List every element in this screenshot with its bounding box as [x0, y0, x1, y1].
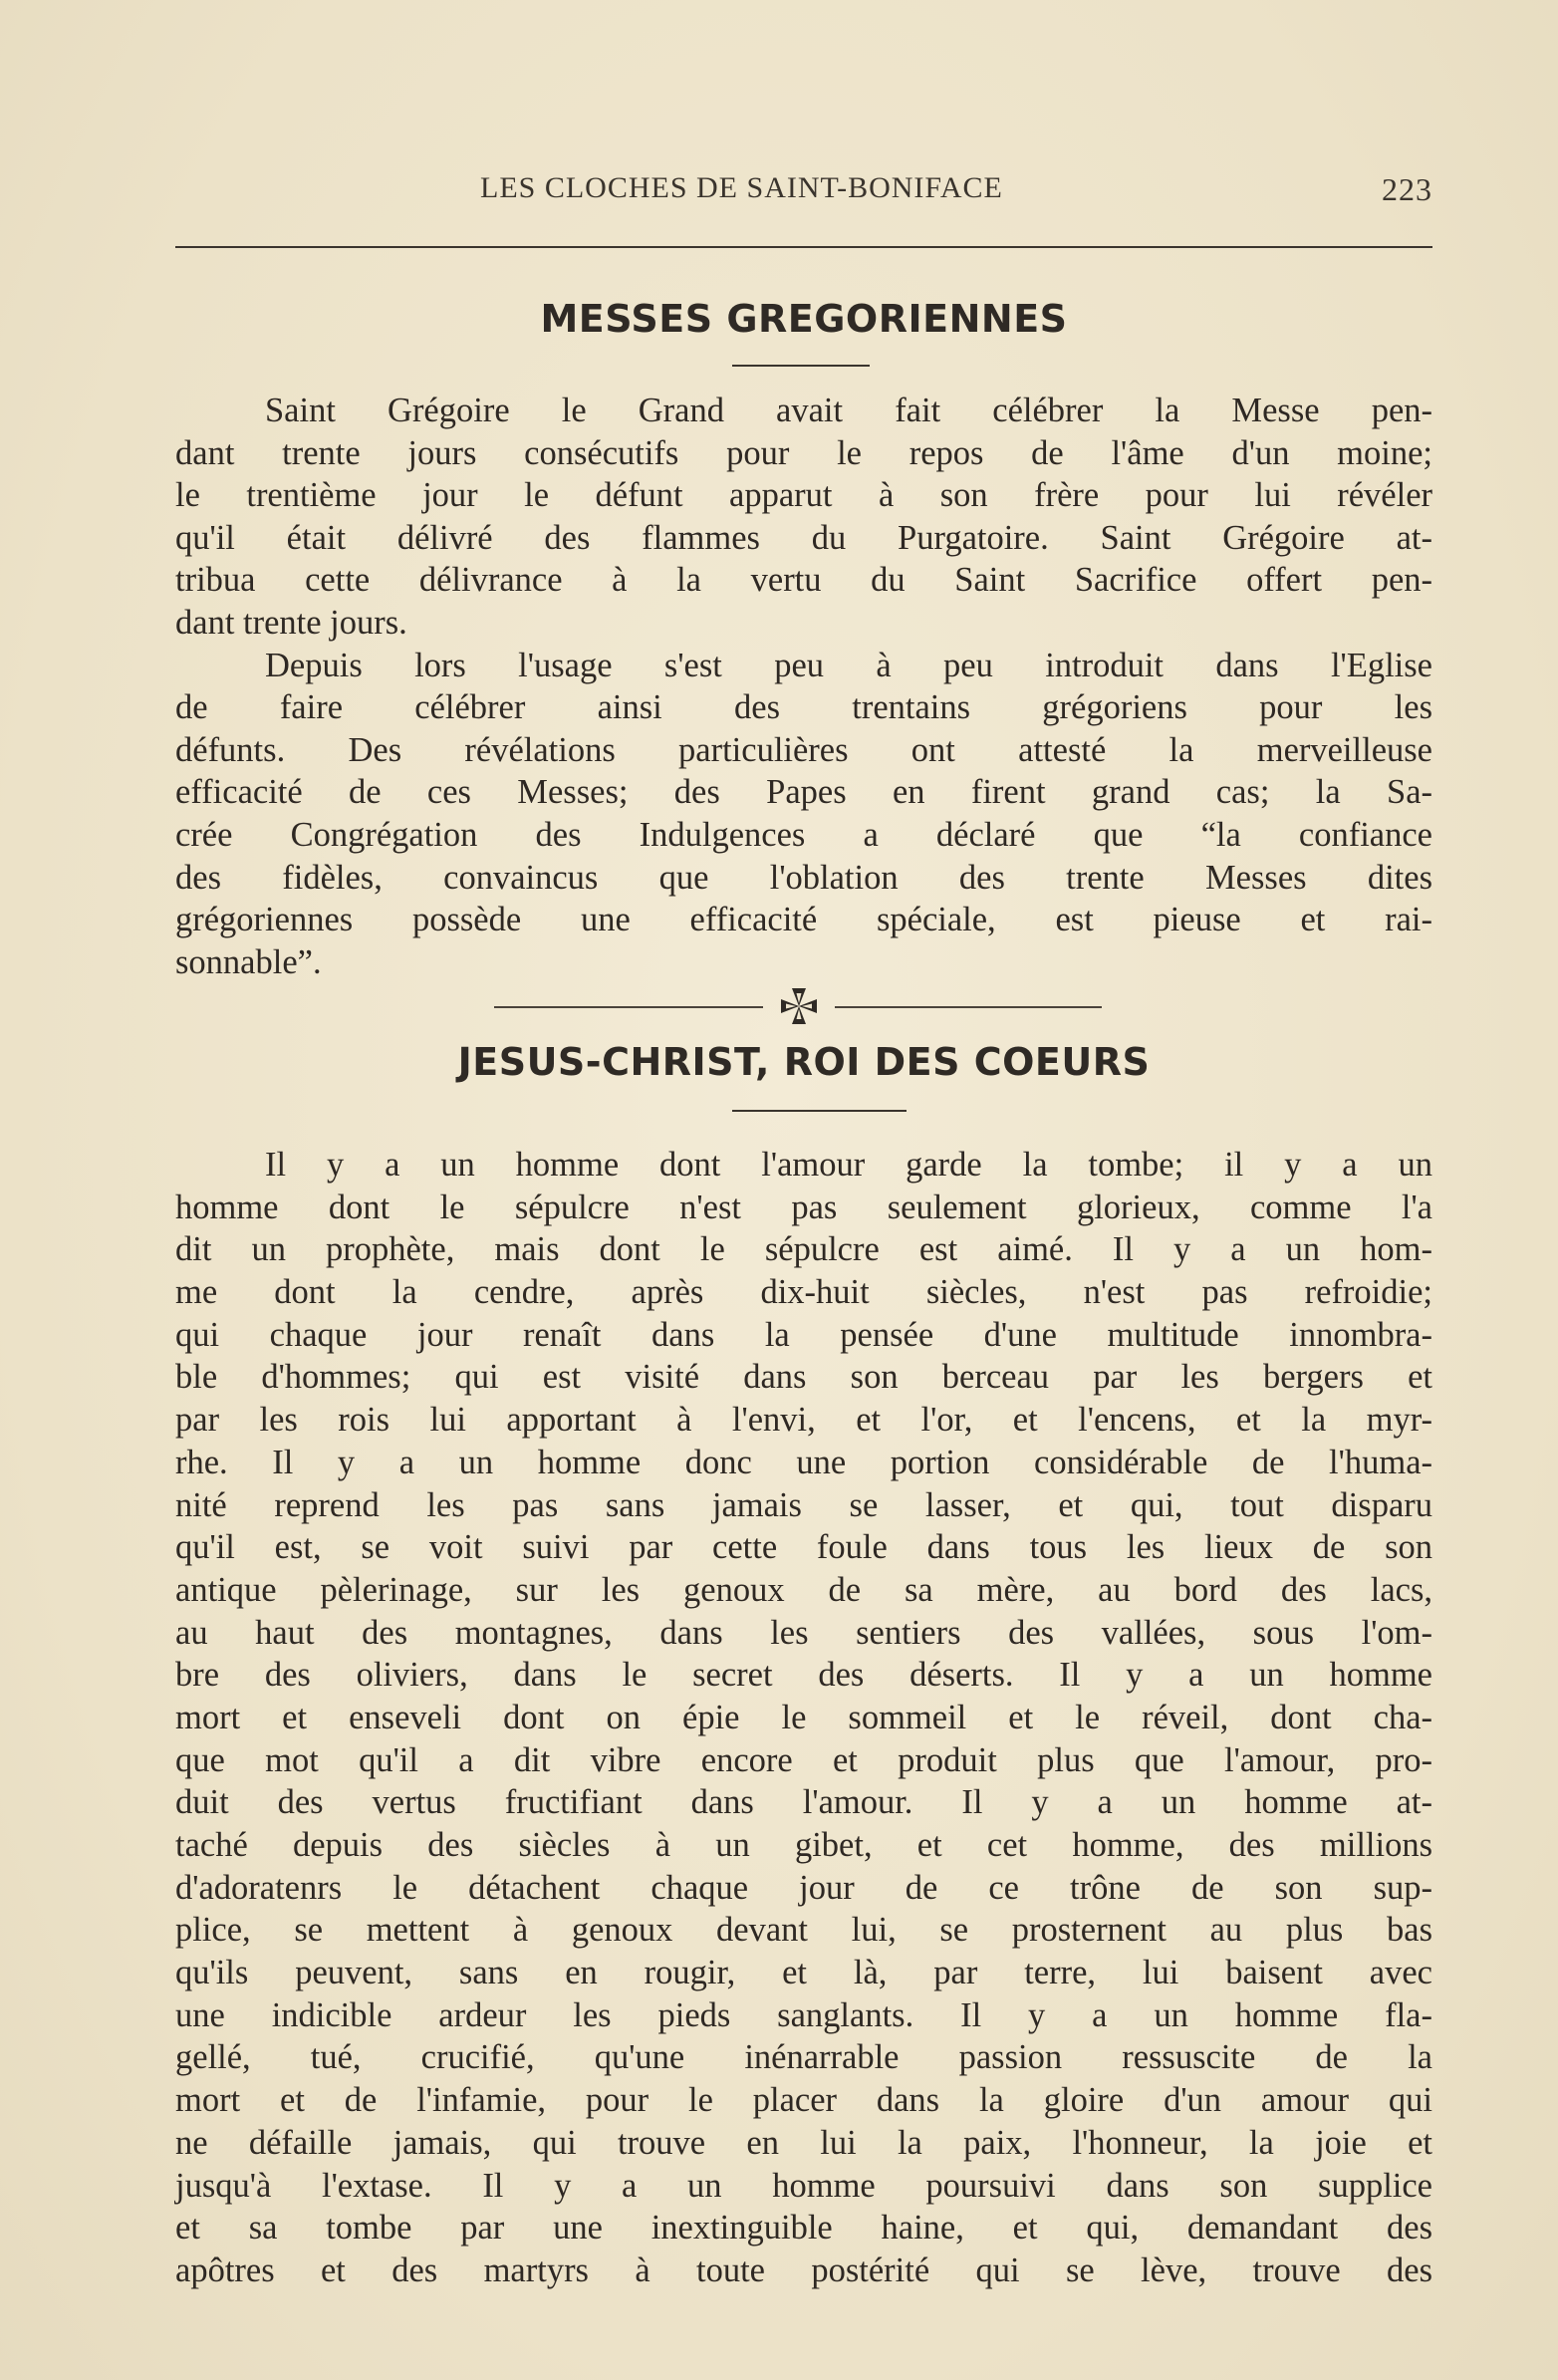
- title-underline: [732, 1110, 907, 1112]
- text-line: dit un prophète, mais dont le sépulcre est aimé. Il y a un hom-: [175, 1230, 1432, 1269]
- text-line: défunts. Des révélations particulières ont attesté la merveilleuse: [175, 730, 1432, 769]
- section2-body: [175, 1144, 1432, 2292]
- text-line: Il y a un homme dont l'amour garde la tombe; il y a un: [265, 1146, 1432, 1184]
- text-line: qu'ils peuvent, sans en rougir, et là, par terre, lui baisent avec: [175, 1954, 1432, 1992]
- text-line: qu'il est, se voit suivi par cette foule dans tous les lieux de son: [175, 1528, 1432, 1567]
- text-line: homme dont le sépulcre n'est pas seulement glorieux, comme l'a: [175, 1188, 1432, 1226]
- page-number: 223: [1382, 171, 1432, 207]
- cross-pattee-icon: [779, 986, 819, 1026]
- text-line: mort et enseveli dont on épie le sommeil et le réveil, dont cha-: [175, 1698, 1432, 1736]
- text-line: que mot qu'il a dit vibre encore et produit plus que l'amour, pro-: [175, 1740, 1432, 1779]
- running-header: [175, 171, 1432, 211]
- text-line: taché depuis des siècles à un gibet, et cet homme, des millions: [175, 1826, 1432, 1864]
- text-line: dant trente jours consécutifs pour le repos de l'âme d'un moine;: [175, 433, 1432, 472]
- text-line: grégoriennes possède une efficacité spéciale, est pieuse et rai-: [175, 901, 1432, 939]
- text-line: efficacité de ces Messes; des Papes en firent grand cas; la Sa-: [175, 773, 1432, 812]
- text-line: crée Congrégation des Indulgences a déclaré que “la confiance: [175, 815, 1432, 854]
- text-line: bre des oliviers, dans le secret des déserts. Il y a un homme: [175, 1656, 1432, 1695]
- text-line: sonnable”.: [175, 942, 322, 981]
- text-line: le trentième jour le défunt apparut à son frère pour lui révéler: [175, 476, 1432, 515]
- text-line: d'adoratenrs le détachent chaque jour de ce trône de son sup-: [175, 1868, 1432, 1907]
- divider-rule-left: [494, 1006, 763, 1008]
- text-line: ble d'hommes; qui est visité dans son berceau par les bergers et: [175, 1358, 1432, 1397]
- text-line: qui chaque jour renaît dans la pensée d'une multitude innombra-: [175, 1315, 1432, 1354]
- divider-rule-right: [835, 1006, 1102, 1008]
- text-line: rhe. Il y a un homme donc une portion considérable de l'huma-: [175, 1443, 1432, 1481]
- section-divider-ornament: [494, 984, 1112, 1028]
- text-line: qu'il était délivré des flammes du Purgatoire. Saint Grégoire at-: [175, 518, 1432, 557]
- header-rule: [175, 246, 1432, 248]
- section-title-jesus-christ: JESUS-CHRIST, ROI DES COEURS: [457, 1040, 1151, 1084]
- text-line: Depuis lors l'usage s'est peu à peu introduit dans l'Eglise: [265, 646, 1432, 684]
- section1-body: [175, 390, 1432, 983]
- text-line: de faire célébrer ainsi des trentains grégoriens pour les: [175, 688, 1432, 727]
- text-line: une indicible ardeur les pieds sanglants. Il y a un homme fla-: [175, 1995, 1432, 2034]
- text-line: mort et de l'infamie, pour le placer dans la gloire d'un amour qui: [175, 2081, 1432, 2120]
- text-line: tribua cette délivrance à la vertu du Saint Sacrifice offert pen-: [175, 561, 1432, 600]
- title-underline: [732, 365, 870, 367]
- text-line: gellé, tué, crucifié, qu'une inénarrable passion ressuscite de la: [175, 2038, 1432, 2077]
- text-line: duit des vertus fructifiant dans l'amour. Il y a un homme at-: [175, 1783, 1432, 1822]
- text-line: Saint Grégoire le Grand avait fait célébrer la Messe pen-: [265, 392, 1432, 429]
- text-line: plice, se mettent à genoux devant lui, se prosternent au plus bas: [175, 1911, 1432, 1950]
- text-line: apôtres et des martyrs à toute postérité qui se lève, trouve des: [175, 2250, 1432, 2289]
- running-title: LES CLOCHES DE SAINT-BONIFACE: [480, 171, 1003, 204]
- text-line: et sa tombe par une inextinguible haine, et qui, demandant des: [175, 2209, 1432, 2248]
- text-line: nité reprend les pas sans jamais se lasser, et qui, tout disparu: [175, 1485, 1432, 1524]
- text-line: par les rois lui apportant à l'envi, et l'or, et l'encens, et la myr-: [175, 1401, 1432, 1440]
- text-line: des fidèles, convaincus que l'oblation des trente Messes dites: [175, 858, 1432, 897]
- text-line: me dont la cendre, après dix-huit siècles, n'est pas refroidie;: [175, 1273, 1432, 1312]
- text-line: dant trente jours.: [175, 603, 407, 642]
- text-line: jusqu'à l'extase. Il y a un homme poursuivi dans son supplice: [175, 2166, 1432, 2205]
- section-title-messes-gregoriennes: MESSES GREGORIENNES: [540, 297, 1068, 341]
- text-line: au haut des montagnes, dans les sentiers des vallées, sous l'om-: [175, 1613, 1432, 1652]
- text-line: ne défaille jamais, qui trouve en lui la paix, l'honneur, la joie et: [175, 2123, 1432, 2162]
- text-line: antique pèlerinage, sur les genoux de sa mère, au bord des lacs,: [175, 1570, 1432, 1609]
